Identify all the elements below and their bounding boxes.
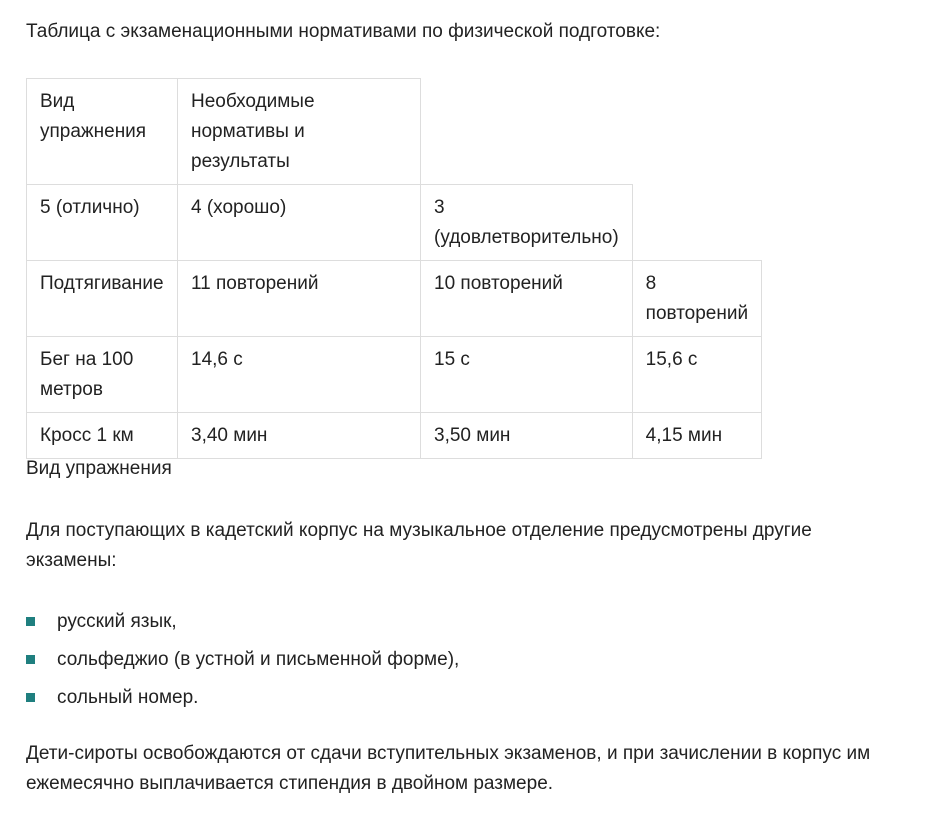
table-caption: Вид упражнения [26,458,172,479]
exams-list [26,607,459,721]
empty-cell [632,79,761,185]
list-item-text: русский язык, [57,611,177,632]
grade-3: 3 (удовлетворительно) [421,185,633,261]
square-bullet-icon [26,617,35,626]
header-exercise: Вид упражнения [27,79,178,185]
norms-table [26,78,762,459]
result-3: 15,6 с [632,337,761,413]
table-grades-row [27,185,762,261]
result-5: 3,40 мин [178,413,421,459]
intro-text: Таблица с экзаменационными нормативами по физической подготовке: [26,21,661,42]
exercise-name: Бег на 100 метров [27,337,178,413]
list-item [26,645,459,675]
grade-4: 4 (хорошо) [178,185,421,261]
header-norms: Необходимые нормативы и результаты [178,79,421,185]
table-row [27,261,762,337]
result-5: 11 повторений [178,261,421,337]
result-4: 15 с [421,337,633,413]
exercise-name: Кросс 1 км [27,413,178,459]
empty-cell [632,185,761,261]
result-4: 3,50 мин [421,413,633,459]
list-item-text: сольный номер. [57,687,199,708]
square-bullet-icon [26,655,35,664]
result-3: 8 повторений [632,261,761,337]
result-3: 4,15 мин [632,413,761,459]
table-row [27,413,762,459]
music-department-paragraph: Для поступающих в кадетский корпус на музыкальное отделение предусмотрены другие экзамены: [26,520,812,571]
square-bullet-icon [26,693,35,702]
exercise-name: Подтягивание [27,261,178,337]
list-item [26,683,459,713]
result-5: 14,6 с [178,337,421,413]
table-row [27,337,762,413]
list-item-text: сольфеджио (в устной и письменной форме), [57,649,460,670]
empty-cell [421,79,633,185]
list-item [26,607,459,637]
grade-5: 5 (отлично) [27,185,178,261]
table-header-row [27,79,762,185]
orphans-paragraph: Дети-сироты освобождаются от сдачи вступительных экзаменов, и при зачислении в корпус им ежемесячно выплачивается стипендия в двойном размере. [26,743,871,794]
result-4: 10 повторений [421,261,633,337]
